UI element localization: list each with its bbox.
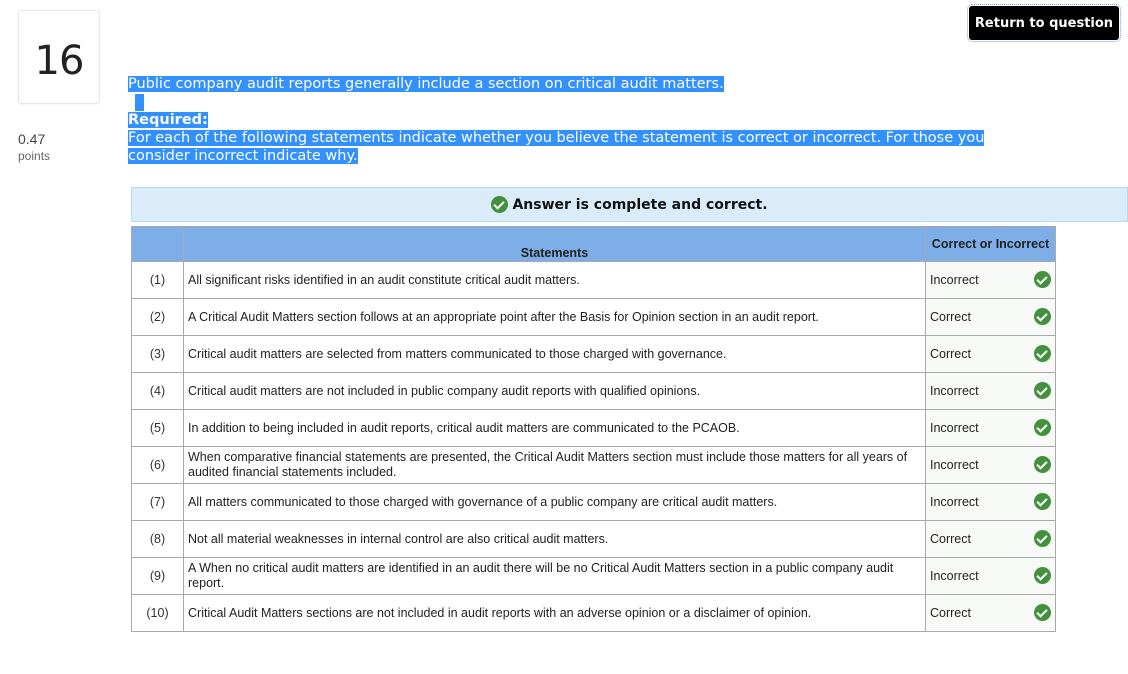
row-statement: A When no critical audit matters are identified in an audit there will be no Critical Audit Matters section in a public company audit report. — [184, 558, 926, 595]
table-row — [132, 410, 1056, 447]
check-circle-icon — [1034, 530, 1051, 547]
row-answer: Incorrect — [930, 273, 979, 287]
answers-table — [131, 226, 1056, 632]
table-row — [132, 447, 1056, 484]
table-row — [132, 299, 1056, 336]
check-circle-icon — [491, 196, 508, 213]
table-row — [132, 336, 1056, 373]
question-number: 16 — [34, 38, 84, 84]
required-label: Required: — [128, 112, 208, 128]
row-answer: Correct — [930, 532, 971, 546]
row-number: (7) — [132, 484, 184, 521]
row-statement: Critical audit matters are not included in public company audit reports with qualified opinions. — [184, 373, 926, 410]
row-number: (2) — [132, 299, 184, 336]
row-answer: Incorrect — [930, 458, 979, 472]
check-circle-icon — [1034, 345, 1051, 362]
row-statement: Critical Audit Matters sections are not included in audit reports with an adverse opinion or a disclaimer of opinion. — [184, 595, 926, 632]
row-number: (4) — [132, 373, 184, 410]
prompt-instruction: For each of the following statements indicate whether you believe the statement is correct or incorrect. For those you consider incorrect indicate why. — [128, 130, 985, 164]
row-statement: All matters communicated to those charged with governance of a public company are critical audit matters. — [184, 484, 926, 521]
row-number: (9) — [132, 558, 184, 595]
check-circle-icon — [1034, 419, 1051, 436]
row-number: (3) — [132, 336, 184, 373]
row-answer: Incorrect — [930, 569, 979, 583]
table-row — [132, 595, 1056, 632]
check-circle-icon — [1034, 382, 1051, 399]
check-circle-icon — [1034, 271, 1051, 288]
header-number — [132, 227, 184, 262]
row-answer-cell — [926, 595, 1056, 632]
row-answer-cell — [926, 262, 1056, 299]
row-answer: Correct — [930, 606, 971, 620]
row-number: (1) — [132, 262, 184, 299]
table-header-row — [132, 227, 1056, 262]
table-row — [132, 262, 1056, 299]
row-answer: Incorrect — [930, 384, 979, 398]
row-answer: Correct — [930, 347, 971, 361]
check-circle-icon — [1034, 493, 1051, 510]
row-answer-cell — [926, 373, 1056, 410]
check-circle-icon — [1034, 308, 1051, 325]
row-statement: Critical audit matters are selected from matters communicated to those charged with governance. — [184, 336, 926, 373]
row-answer: Incorrect — [930, 495, 979, 509]
row-statement: In addition to being included in audit reports, critical audit matters are communicated to the PCAOB. — [184, 410, 926, 447]
table-row — [132, 373, 1056, 410]
row-answer-cell — [926, 299, 1056, 336]
check-circle-icon — [1034, 567, 1051, 584]
question-number-box — [18, 10, 100, 104]
row-answer-cell — [926, 484, 1056, 521]
check-circle-icon — [1034, 604, 1051, 621]
row-number: (6) — [132, 447, 184, 484]
check-circle-icon — [1034, 456, 1051, 473]
row-answer-cell — [926, 447, 1056, 484]
row-answer-cell — [926, 410, 1056, 447]
row-statement: Not all material weaknesses in internal control are also critical audit matters. — [184, 521, 926, 558]
table-row — [132, 484, 1056, 521]
points-label: points — [18, 149, 51, 163]
header-statements: Statements — [184, 227, 926, 262]
row-number: (5) — [132, 410, 184, 447]
row-answer-cell — [926, 336, 1056, 373]
return-to-question-button[interactable]: Return to question — [969, 6, 1119, 40]
row-statement: A Critical Audit Matters section follows at an appropriate point after the Basis for Opinion section in an audit report. — [184, 299, 926, 336]
row-statement: When comparative financial statements are presented, the Critical Audit Matters section must include those matters for all years of audited financial statements included. — [184, 447, 926, 484]
row-number: (10) — [132, 595, 184, 632]
row-number: (8) — [132, 521, 184, 558]
prompt-intro: Public company audit reports generally include a section on critical audit matters. — [128, 76, 724, 92]
row-answer: Incorrect — [930, 421, 979, 435]
row-statement: All significant risks identified in an audit constitute critical audit matters. — [184, 262, 926, 299]
points-value: 0.47 — [18, 131, 46, 147]
selection-highlight — [135, 94, 144, 111]
table-row — [132, 521, 1056, 558]
row-answer-cell — [926, 558, 1056, 595]
row-answer: Correct — [930, 310, 971, 324]
header-correct-or-incorrect: Correct or Incorrect — [926, 227, 1056, 262]
table-row — [132, 558, 1056, 595]
answer-status-text: Answer is complete and correct. — [512, 196, 768, 213]
answer-status-banner — [131, 187, 1128, 222]
row-answer-cell — [926, 521, 1056, 558]
